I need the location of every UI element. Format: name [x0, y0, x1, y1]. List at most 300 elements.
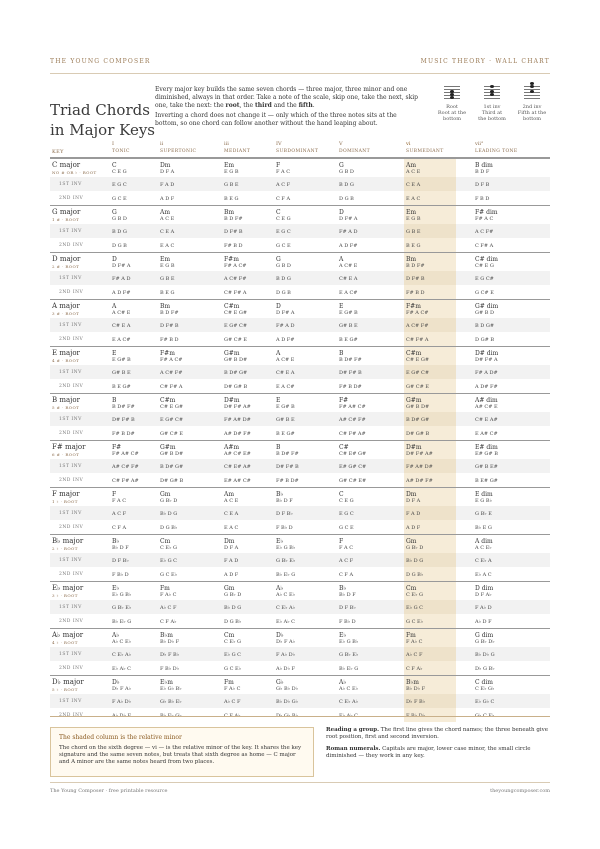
chord-notes-inv1: B♭ D G [406, 558, 424, 564]
chord-notes-root: G B♭ D [160, 498, 178, 504]
chord-notes-inv1: G B♭ E♭ [339, 652, 359, 658]
chord-notes-inv1: D F B [475, 182, 490, 188]
key-group-root-row [50, 581, 550, 600]
chord-notes-inv2: F# B D# [276, 478, 299, 484]
chord-notes-root: B♭ D F [112, 545, 129, 551]
inversion-label: 2ND INV [59, 243, 84, 248]
chord-notes-inv1: G B E [406, 229, 421, 235]
chord-notes-inv2: A D F [224, 572, 239, 578]
chord-notes-root: A C E [406, 169, 421, 175]
chord-notes-inv2: G# C# E [160, 431, 184, 437]
key-group-root-row [50, 440, 550, 459]
chord-name: Gm [224, 585, 235, 592]
chord-name: G [112, 209, 117, 216]
inversion-label: 2ND INV [59, 619, 84, 624]
chord-notes-inv1: E G C [112, 182, 127, 188]
chord-notes-inv2: F B♭ D [339, 619, 356, 625]
chord-notes-inv2: E A C [406, 196, 421, 202]
footer-credit: The Young Composer · free printable resource [50, 788, 168, 794]
chord-notes-root: D F# A [276, 310, 295, 316]
chord-notes-root: G B♭ D [224, 592, 242, 598]
chord-notes-inv2: B E G# [112, 384, 131, 390]
chord-notes-inv1: G# B E# [475, 464, 498, 470]
chord-name: B♭m [160, 632, 173, 639]
chord-notes-root: E G B [224, 169, 239, 175]
chord-name: F#m [406, 303, 421, 310]
chord-notes-inv2: C# F# A# [112, 478, 139, 484]
chord-notes-inv2: A D# F# [475, 384, 498, 390]
column-numeral: vii° [475, 141, 484, 147]
chord-name: Em [406, 209, 417, 216]
chord-name: D♭ [276, 632, 284, 639]
chord-notes-root: E♭ G B♭ [276, 545, 296, 551]
chord-notes-inv1: A C F# [475, 229, 494, 235]
title-line-1: Triad Chords [50, 101, 150, 119]
chord-name: G# dim [475, 303, 499, 310]
reading-notes [326, 727, 550, 765]
inversion-label: 2ND INV [59, 572, 84, 577]
chord-notes-root: C E♭ G [160, 545, 178, 551]
chord-notes-inv1: F# A D [339, 229, 358, 235]
chord-name: D#m [406, 444, 422, 451]
chord-notes-root: A C# E [339, 263, 358, 269]
chord-notes-inv2: C# F# A [406, 337, 429, 343]
inversion-label: 2ND INV [59, 713, 84, 718]
chord-notes-inv1: G B♭ E♭ [276, 558, 296, 564]
chord-name: C [112, 162, 117, 169]
chord-notes-root: A C E [224, 498, 239, 504]
chord-notes-root: F# A C# [160, 357, 183, 363]
chord-notes-inv1: C E♭ A [475, 558, 492, 564]
chord-notes-root: B D# F# [276, 451, 299, 457]
chord-notes-root: F# A C# [224, 263, 247, 269]
chord-name: G#m [160, 444, 176, 451]
page-footer [50, 782, 550, 797]
chord-notes-inv2: B♭ E♭ G [276, 572, 296, 578]
inversion-label: 1ST INV [59, 276, 82, 281]
callout-body: The chord on the sixth degree — vi — is the relative minor of the key. It shares the key signature and the same seven notes, but treats that sixth degree as home — C major and A minor are the same notes heard from two places. [59, 745, 302, 765]
chord-name: E♭m [160, 679, 173, 686]
inversion-label: 1ST INV [59, 323, 82, 328]
chord-notes-inv2: A D F# [276, 337, 295, 343]
chord-notes-inv1: F# A# D# [406, 464, 433, 470]
chord-notes-inv2: E♭ A C [475, 572, 492, 578]
key-signature: 4 ♭ · ROOT [52, 640, 78, 645]
column-degree-name: SUPERTONIC [160, 149, 197, 154]
key-group-inv2-row [50, 426, 550, 440]
chord-notes-inv1: A C F [339, 558, 354, 564]
intro-paragraph-1: Every major key builds the same seven chords — three major, three minor and one diminished, always in that order. Take a note of the scale, skip one, take the next, skip one, take the next: the root, the third and the fifth. [155, 86, 418, 109]
chord-notes-root: E G B [160, 263, 175, 269]
chord-name: C#m [406, 350, 422, 357]
chord-name: F [112, 491, 117, 498]
chord-name: D♭ [112, 679, 120, 686]
chord-notes-inv1: F A♭ D♭ [112, 699, 131, 705]
chord-notes-root: G B♭ D♭ [475, 639, 495, 645]
chord-notes-root: E♭ G♭ B♭ [160, 686, 182, 692]
chord-name: Cm [224, 632, 235, 639]
chord-notes-inv2: A D F [160, 196, 175, 202]
chord-notes-inv1: G B♭ E [475, 511, 492, 517]
chord-name: Bm [406, 256, 417, 263]
key-signature: 3 # · ROOT [52, 311, 80, 316]
key-group-root-row [50, 158, 550, 177]
chord-notes-root: E G# B [112, 357, 131, 363]
chord-notes-inv1: G# B E [276, 417, 295, 423]
chord-name: B♭ [276, 491, 284, 498]
key-name: E♭ major [52, 584, 84, 592]
chord-notes-inv1: F A D [406, 511, 421, 517]
chord-notes-inv1: F A D [160, 182, 175, 188]
chord-name: E♭ [112, 585, 120, 592]
key-group-root-row [50, 628, 550, 647]
staff-first-inversion: 1st inv Third at the bottom [474, 82, 510, 130]
chord-notes-inv1: A# C# F# [339, 417, 366, 423]
chord-notes-root: C E G [112, 169, 127, 175]
chord-notes-root: C E♭ G [406, 592, 424, 598]
chord-name: F#m [224, 256, 239, 263]
chord-name: D [112, 256, 117, 263]
chord-name: A♭ [339, 679, 347, 686]
inversion-label: 2ND INV [59, 666, 84, 671]
chord-notes-inv2: F# B D [406, 290, 425, 296]
chord-notes-inv1: D# F# B [276, 464, 299, 470]
chord-name: Gm [406, 538, 417, 545]
chord-notes-inv1: A C# F# [160, 370, 183, 376]
chord-notes-root: D♭ F A♭ [112, 686, 131, 692]
key-group-root-row [50, 675, 550, 694]
chord-name: E dim [475, 491, 493, 498]
chord-name: B dim [475, 162, 493, 169]
chord-name: G dim [475, 632, 494, 639]
chord-notes-inv2: F# B D# [339, 384, 362, 390]
chord-notes-inv2: A♭ D♭ F [276, 666, 295, 672]
chord-notes-root: G# B D [475, 310, 495, 316]
chord-notes-inv1: E♭ G C [406, 605, 424, 611]
chord-notes-root: B D F# [406, 263, 425, 269]
staff-second-inversion: 2nd inv Fifth at the bottom [514, 82, 550, 130]
chord-notes-inv2: A# D# F# [406, 478, 433, 484]
chord-name: A [112, 303, 117, 310]
chord-notes-root: G# B D# [224, 357, 248, 363]
chord-notes-inv1: C# E A# [475, 417, 498, 423]
chord-notes-inv1: F# A D [112, 276, 131, 282]
chord-notes-root: F# A C [475, 216, 494, 222]
column-numeral: IV [276, 141, 282, 147]
chord-notes-root: A C E♭ [475, 545, 492, 551]
chord-notes-inv2: A D F [406, 525, 421, 531]
chord-notes-root: G B D [112, 216, 127, 222]
chord-notes-root: G B D [339, 169, 354, 175]
key-signature: 2 # · ROOT [52, 264, 80, 269]
chord-notes-inv1: A♭ C F [406, 652, 423, 658]
key-signature: 5 # · ROOT [52, 405, 80, 410]
staff-first-inversion-icon [482, 82, 502, 102]
chord-name: Dm [406, 491, 417, 498]
chord-notes-inv1: B D G [112, 229, 127, 235]
chord-notes-inv2: G C# E [475, 290, 494, 296]
column-degree-name: MEDIANT [224, 149, 251, 154]
inversion-label: 2ND INV [59, 384, 84, 389]
degree-name-header [50, 148, 550, 158]
chord-notes-inv2: G C E [112, 196, 127, 202]
chord-notes-inv2: B♭ E♭ G [339, 666, 359, 672]
chord-notes-inv1: A♭ C F [160, 605, 177, 611]
key-group-root-row [50, 299, 550, 318]
chord-name: Dm [160, 162, 171, 169]
key-group-inv2-row [50, 520, 550, 534]
divider [50, 73, 550, 74]
key-group-root-row [50, 346, 550, 365]
chord-notes-inv1: D♭ F B♭ [406, 699, 426, 705]
key-group-inv1-row [50, 318, 550, 332]
chord-notes-root: D F A [406, 498, 421, 504]
chord-notes-root: A C# E [276, 357, 295, 363]
chord-notes-inv2: B E# G# [475, 478, 498, 484]
chord-notes-root: B♭ D F [276, 498, 293, 504]
inversion-label: 2ND INV [59, 290, 84, 295]
intro-paragraph-2: Inverting a chord does not change it — only which of the three notes sits at the bottom, so one chord can follow another without the hand leaping about. [155, 112, 397, 127]
chord-notes-inv1: G B♭ E♭ [112, 605, 132, 611]
chord-notes-inv2: D G B♭ [406, 572, 424, 578]
chord-notes-inv2: B E G# [276, 431, 295, 437]
chord-name: D [276, 303, 281, 310]
chord-name: C [339, 491, 344, 498]
chord-name: G♭ [276, 679, 284, 686]
chord-notes-root: G# B D# [406, 404, 430, 410]
key-name: F major [52, 490, 80, 498]
chord-notes-root: F A♭ C [406, 639, 423, 645]
chord-notes-inv2: B♭ E♭ G♭ [160, 713, 182, 719]
relative-minor-callout [50, 727, 314, 777]
chord-notes-inv1: B♭ D G [224, 605, 242, 611]
chord-notes-inv2: G C E♭ [160, 572, 178, 578]
key-group-inv1-row [50, 177, 550, 191]
chord-name: Fm [224, 679, 234, 686]
chord-notes-root: C# E G [475, 263, 494, 269]
chord-notes-inv1: D♭ F B♭ [160, 652, 180, 658]
chord-notes-inv1: F# A# D# [224, 417, 251, 423]
chord-notes-inv1: A C# F# [406, 323, 429, 329]
chord-notes-inv2: D G B [339, 196, 354, 202]
chord-notes-inv2: C F A♭ [160, 619, 177, 625]
chord-name: Em [224, 162, 235, 169]
chord-notes-inv1: A♭ C F [224, 699, 241, 705]
chord-notes-inv1: C E♭ A♭ [112, 652, 131, 658]
chord-notes-root: E♭ G B♭ [112, 592, 132, 598]
chord-name: Fm [406, 632, 416, 639]
chord-notes-inv2: B♭ E♭ G [112, 619, 132, 625]
chord-name: E [276, 397, 281, 404]
chord-name: A# dim [475, 397, 498, 404]
chord-notes-inv1: E G# C# [160, 417, 184, 423]
intro-text [155, 86, 421, 130]
chord-name: A#m [224, 444, 240, 451]
chord-name: Em [160, 256, 171, 263]
page-title [50, 100, 155, 140]
chord-notes-root: D♭ F A♭ [276, 639, 295, 645]
chord-notes-inv1: G# B E [112, 370, 131, 376]
staff-root-icon [442, 82, 462, 102]
chord-name: A [276, 350, 281, 357]
chord-notes-inv1: A C# F# [224, 276, 247, 282]
key-name: D major [52, 255, 81, 263]
triad-table [50, 140, 550, 722]
chord-notes-root: B D F [475, 169, 490, 175]
chord-notes-inv2: C# F# A# [339, 431, 366, 437]
chord-name: Dm [224, 538, 235, 545]
chord-notes-root: C# E G# [406, 357, 430, 363]
chord-notes-inv2: F# B D# [112, 431, 135, 437]
chord-notes-inv2: F B D [475, 196, 490, 202]
note-roman-numerals: Roman numerals. Capitals are major, lower case minor, the small circle diminished — they work in any key. [326, 746, 531, 759]
chord-notes-inv2: D♭ G B♭ [475, 666, 495, 672]
chord-notes-inv2: G C E♭ [406, 619, 424, 625]
chord-notes-inv1: D F B♭ [112, 558, 129, 564]
key-name: B major [52, 396, 80, 404]
chart-category: MUSIC THEORY · WALL CHART [420, 58, 550, 65]
chord-notes-root: G# B D# [160, 451, 184, 457]
chord-notes-root: D# F# A [475, 357, 498, 363]
key-group-inv2-row [50, 332, 550, 346]
chord-notes-inv2: G C E [276, 243, 291, 249]
chord-notes-root: A♭ C E♭ [276, 592, 295, 598]
chord-name: G#m [406, 397, 422, 404]
chord-notes-inv1: C E A [406, 182, 421, 188]
chord-notes-inv1: E G C [339, 511, 354, 517]
key-name: E major [52, 349, 80, 357]
chord-notes-inv2: B E G [224, 196, 239, 202]
chord-notes-inv2: F B♭ D♭ [160, 666, 180, 672]
key-signature: 1 ♭ · ROOT [52, 499, 78, 504]
key-group-inv2-row [50, 191, 550, 205]
chord-notes-inv1: E G C [276, 229, 291, 235]
chord-notes-inv2: A# D# F# [224, 431, 251, 437]
chord-name: F [276, 162, 281, 169]
chord-notes-inv2: F B♭ D♭ [406, 713, 426, 719]
chord-name: G#m [224, 350, 240, 357]
column-degree-name: SUBMEDIANT [406, 149, 444, 154]
chord-name: A [339, 256, 344, 263]
key-signature: 5 ♭ · ROOT [52, 687, 78, 692]
chord-name: B [339, 350, 344, 357]
key-group-root-row [50, 205, 550, 224]
chord-notes-inv1: G B E [160, 276, 175, 282]
chord-notes-inv2: D G B♭ [224, 619, 242, 625]
key-name: D♭ major [52, 678, 84, 686]
key-group-inv2-row [50, 614, 550, 628]
key-signature: 1 # · ROOT [52, 217, 80, 222]
key-signature: NO # OR ♭ · ROOT [52, 170, 97, 175]
chord-notes-inv1: E# G# C# [339, 464, 367, 470]
chord-name: Am [406, 162, 417, 169]
inversion-label: 2ND INV [59, 196, 84, 201]
key-group-inv1-row [50, 224, 550, 238]
inversion-label: 2ND INV [59, 431, 84, 436]
chord-notes-inv1: B D G# [475, 323, 495, 329]
chord-notes-root: C# E G# [224, 310, 248, 316]
chord-name: B♭m [406, 679, 419, 686]
key-name: G major [52, 208, 81, 216]
column-numeral: ii [160, 141, 164, 147]
key-group-root-row [50, 534, 550, 553]
chord-name: Cm [160, 538, 171, 545]
column-degree-name: TONIC [112, 149, 130, 154]
key-group-root-row [50, 393, 550, 412]
chord-notes-root: B♭ D♭ F [406, 686, 426, 692]
chord-notes-inv2: D# G# B [406, 431, 430, 437]
chord-notes-inv2: D# G# B [160, 478, 184, 484]
chord-notes-inv1: C# E A [276, 370, 295, 376]
chord-name: D#m [224, 397, 240, 404]
chord-notes-root: D F A [160, 169, 175, 175]
chord-notes-root: D F# A [339, 216, 358, 222]
column-numeral: I [112, 141, 114, 147]
footer-website: theyoungcomposer.com [490, 788, 550, 794]
chord-notes-inv2: E♭ A♭ C [276, 619, 295, 625]
chord-notes-inv2: E♭ A♭ C [112, 666, 131, 672]
chord-name: G [276, 256, 281, 263]
chord-notes-inv1: D F B♭ [276, 511, 293, 517]
chord-notes-inv2: C F A♭ [224, 713, 241, 719]
inversion-label: 1ST INV [59, 464, 82, 469]
column-degree-name: DOMINANT [339, 149, 371, 154]
chord-notes-root: B♭ D♭ F [160, 639, 180, 645]
chord-name: E# dim [475, 444, 498, 451]
chord-notes-inv2: F# B D [160, 337, 179, 343]
chord-notes-inv2: B E G [160, 290, 175, 296]
chord-name: C# [339, 444, 349, 451]
key-group-inv2-row [50, 661, 550, 675]
chord-notes-inv1: D F# B [406, 276, 425, 282]
chord-notes-inv1: F# A D [276, 323, 295, 329]
chord-name: Bm [224, 209, 235, 216]
chord-notes-inv1: B D G [276, 276, 291, 282]
chord-notes-inv1: C E A [224, 511, 239, 517]
chord-notes-inv2: A♭ D♭ F [112, 713, 131, 719]
chord-notes-inv2: B E G [406, 243, 421, 249]
chord-notes-root: E G# B [276, 404, 295, 410]
chord-notes-inv1: C E A [160, 229, 175, 235]
chord-notes-inv2: G♭ C E♭ [475, 713, 495, 719]
inversion-staves [434, 82, 550, 130]
key-group-inv1-row [50, 459, 550, 473]
chord-notes-inv1: G B E [224, 182, 239, 188]
chord-notes-inv2: E A C [224, 525, 239, 531]
inversion-label: 1ST INV [59, 605, 82, 610]
chord-notes-root: C# E# G# [339, 451, 367, 457]
chord-notes-inv2: D G B [276, 290, 291, 296]
chord-name: C#m [160, 397, 176, 404]
chord-notes-inv2: C F A [112, 525, 127, 531]
inversion-label: 1ST INV [59, 229, 82, 234]
chord-notes-root: B D# F# [112, 404, 135, 410]
column-numeral: V [339, 141, 343, 147]
chord-name: B [276, 444, 281, 451]
key-group-inv2-row [50, 285, 550, 299]
key-name: B♭ major [52, 537, 84, 545]
chord-notes-root: D F A♭ [475, 592, 492, 598]
chord-notes-inv2: E♭ A♭ C [339, 713, 358, 719]
chord-notes-inv2: G C E♭ [224, 666, 242, 672]
chord-name: F#m [160, 350, 175, 357]
chord-notes-inv2: A♭ D F [475, 619, 492, 625]
inversion-label: 1ST INV [59, 417, 82, 422]
chord-notes-inv1: B D# G# [406, 417, 430, 423]
chord-name: D# dim [475, 350, 499, 357]
key-group-inv1-row [50, 506, 550, 520]
chord-notes-root: G B D [276, 263, 291, 269]
